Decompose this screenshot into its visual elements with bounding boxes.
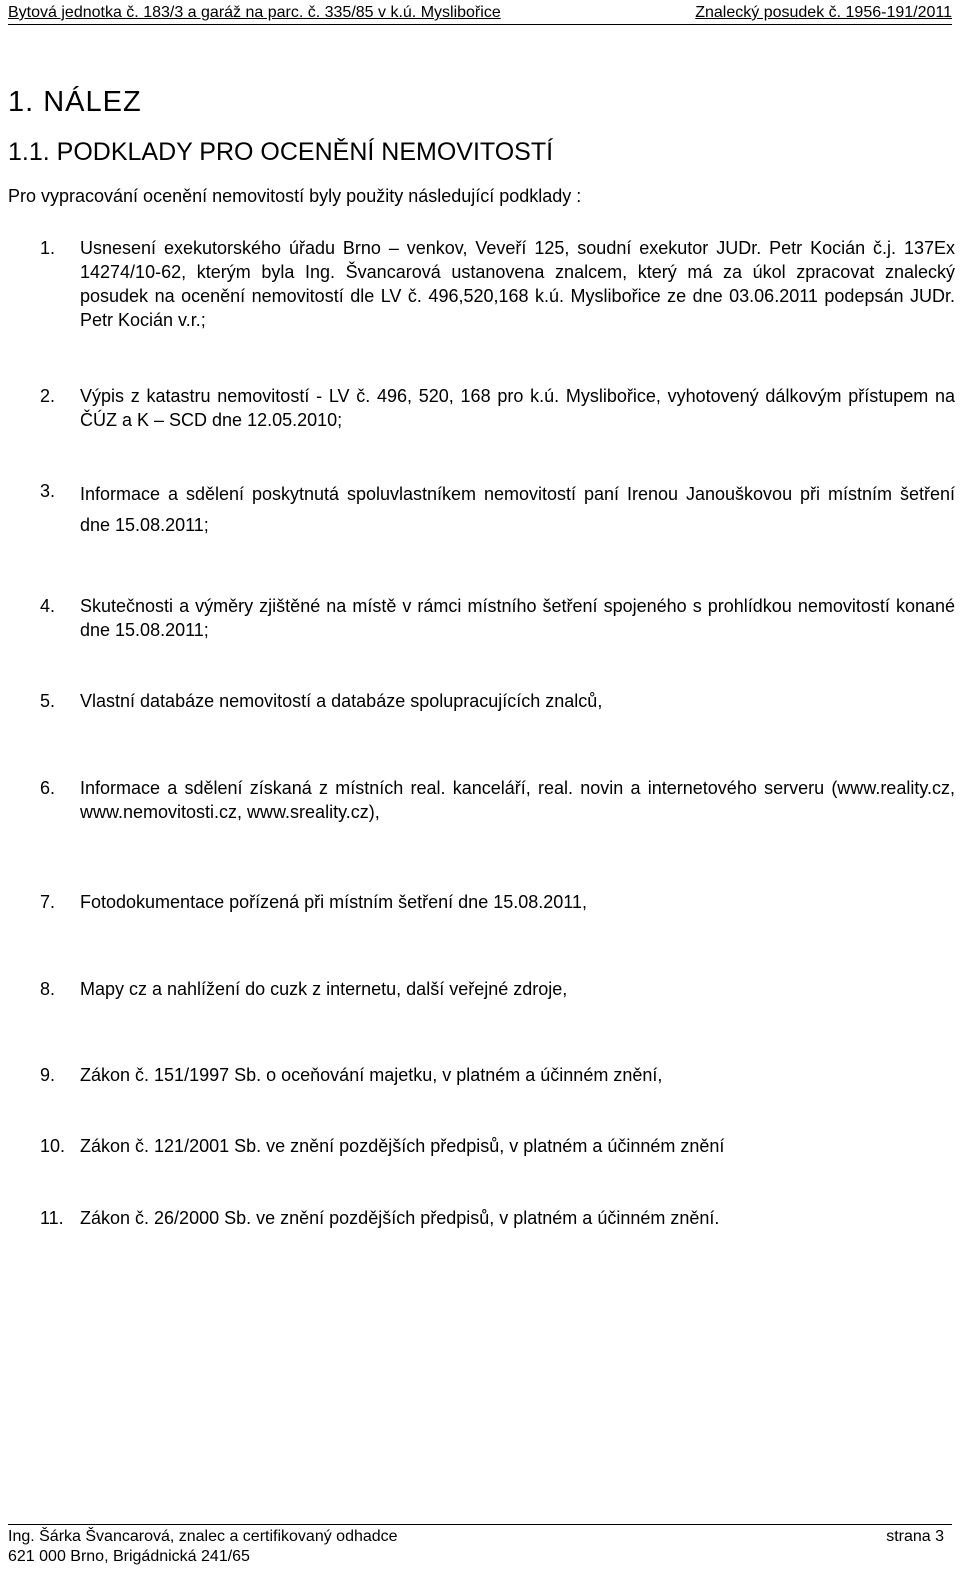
list-item-text: Skutečnosti a výměry zjištěné na místě v rámci místního šetření spojeného s prohlídkou nemovitostí konané dne 15.08.2011;: [80, 596, 955, 640]
list-item-text: Usnesení exekutorského úřadu Brno – venkov, Veveří 125, soudní exekutor JUDr. Petr Kocián č.j. 137Ex 14274/10-62, kterým byla Ing. Švancarová ustanovena znalcem, který má za úkol zpracovat znalecký posudek na ocenění nemovitostí dle LV č. 496,520,168 k.ú. Myslibořice ze dne 03.06.2011 podepsán JUDr. Petr Kocián v.r.;: [80, 238, 955, 330]
intro-paragraph: Pro vypracování ocenění nemovitostí byly použity následující podklady :: [8, 186, 582, 206]
header-report-number: Znalecký posudek č. 1956-191/2011: [695, 4, 952, 21]
list-item-text: Vlastní databáze nemovitostí a databáze spolupracujících znalců,: [80, 691, 603, 711]
list-item-number: 4.: [40, 596, 56, 616]
list-item-text: Zákon č. 26/2000 Sb. ve znění pozdějších předpisů, v platném a účinném znění.: [80, 1208, 720, 1228]
page-header: [8, 2, 952, 25]
section-title: 1. NÁLEZ: [8, 86, 142, 118]
list-item-text: Informace a sdělení získaná z místních real. kanceláří, real. novin a internetového serveru (www.reality.cz, www.nemovitosti.cz, www.sreality.cz),: [80, 778, 955, 822]
page-footer: [8, 1524, 952, 1567]
subsection-title: 1.1. PODKLADY PRO OCENĚNÍ NEMOVITOSTÍ: [8, 138, 554, 166]
list-item-text: Zákon č. 151/1997 Sb. o oceňování majetku, v platném a účinném znění,: [80, 1065, 663, 1085]
list-item-text: Mapy cz a nahlížení do cuzk z internetu, další veřejné zdroje,: [80, 979, 568, 999]
page-number: strana 3: [886, 1528, 944, 1545]
list-item-number: 8.: [40, 979, 56, 999]
list-item-number: 3.: [40, 481, 56, 501]
footer-author: Ing. Šárka Švancarová, znalec a certifikovaný odhadce: [8, 1528, 398, 1545]
list-item-text: Fotodokumentace pořízená při místním šetření dne 15.08.2011,: [80, 892, 587, 912]
list-item-text: Zákon č. 121/2001 Sb. ve znění pozdějších předpisů, v platném a účinném znění: [80, 1136, 725, 1156]
list-item-number: 1.: [40, 238, 56, 258]
list-item-number: 7.: [40, 892, 56, 912]
list-item-number: 9.: [40, 1065, 56, 1085]
list-item-number: 6.: [40, 778, 56, 798]
header-document-subject: Bytová jednotka č. 183/3 a garáž na parc. č. 335/85 v k.ú. Myslibořice: [8, 4, 501, 21]
list-item-number: 10.: [40, 1136, 66, 1156]
list-item-text: Informace a sdělení poskytnutá spoluvlastníkem nemovitostí paní Irenou Janouškovou při místním šetření dne 15.08.2011;: [80, 484, 955, 535]
footer-line-2: [8, 1547, 952, 1567]
list-item-number: 2.: [40, 386, 56, 406]
footer-line-1: [8, 1527, 952, 1547]
footer-address: 621 000 Brno, Brigádnická 241/65: [8, 1548, 250, 1565]
list-item-number: 5.: [40, 691, 56, 711]
list-item-text: Výpis z katastru nemovitostí - LV č. 496, 520, 168 pro k.ú. Myslibořice, vyhotovený dálkovým přístupem na ČÚZ a K – SCD dne 12.05.2010;: [80, 386, 955, 430]
list-item-number: 11.: [40, 1208, 64, 1228]
